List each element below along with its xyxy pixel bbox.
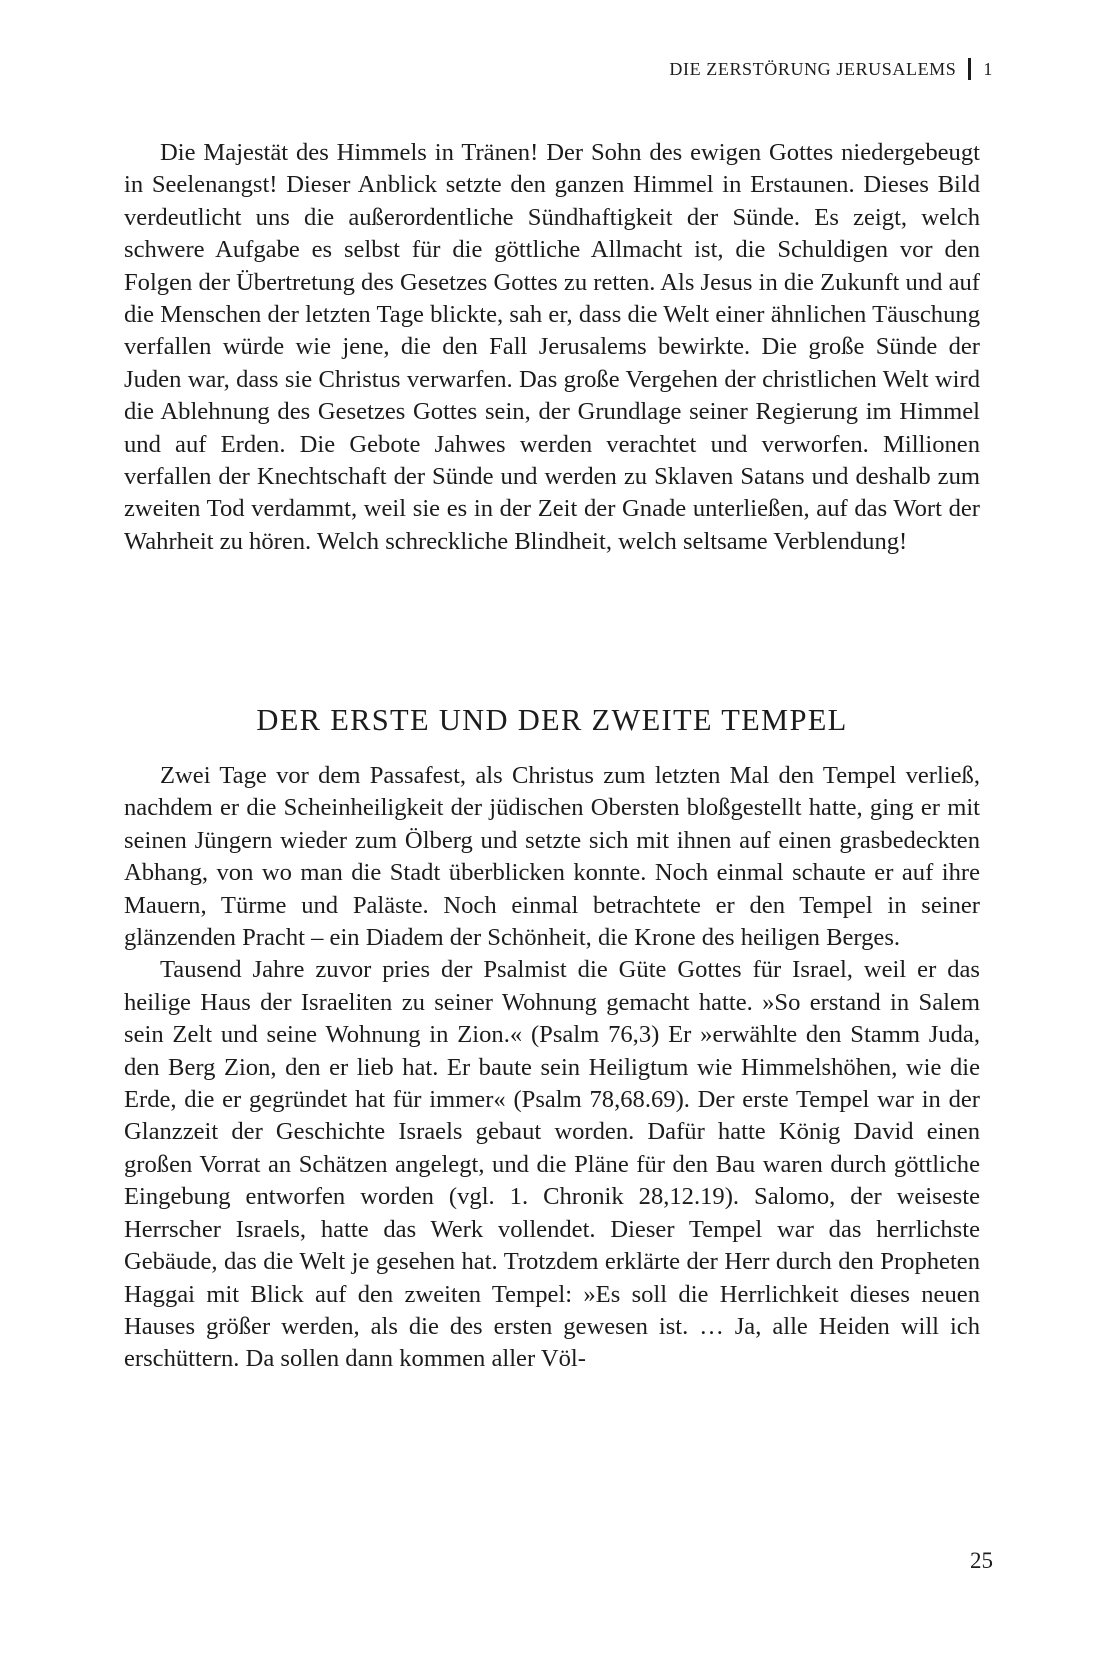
section-heading: DER ERSTE UND DER ZWEITE TEMPEL <box>256 703 848 737</box>
running-header <box>669 58 993 80</box>
running-title: DIE ZERSTÖRUNG JERUSALEMS <box>669 58 957 79</box>
paragraph: Zwei Tage vor dem Passafest, als Christus zum letzten Mal den Tempel verließ, nachdem er die Scheinheiligkeit der jüdischen Obersten bloßgestellt hatte, ging er mit seinen Jüngern wieder zum Ölberg und setzte sich mit ihnen auf einen grasbedeckten Abhang, von wo man die Stadt überblicken konnte. Noch einmal schaute er auf ihre Mauern, Türme und Paläste. Noch einmal betrachtete er den Tempel in seiner glänzenden Pracht – ein Diadem der Schönheit, die Krone des heiligen Berges. <box>124 762 980 952</box>
opening-text <box>124 137 980 558</box>
chapter-number: 1 <box>983 58 993 79</box>
paragraph: Die Majestät des Himmels in Tränen! Der Sohn des ewigen Gottes niedergebeugt in Seelenangst! Dieser Anblick setzte den ganzen Himmel in Erstaunen. Dieses Bild verdeutlicht uns die außerordentliche Sündhaftigkeit der Sünde. Es zeigt, welch schwere Aufgabe es selbst für die göttliche Allmacht ist, die Schuldigen vor den Folgen der Übertretung des Gesetzes Gottes zu retten. Als Jesus in die Zukunft und auf die Menschen der letzten Tage blickte, sah er, dass die Welt einer ähnlichen Täuschung verfallen würde wie jene, die den Fall Jerusalems bewirkte. Die große Sünde der Juden war, dass sie Christus verwarfen. Das große Vergehen der christlichen Welt wird die Ablehnung des Gesetzes Gottes sein, der Grundlage seiner Regierung im Himmel und auf Erden. Die Gebote Jahwes werden verachtet und verworfen. Millionen verfallen der Knechtschaft der Sünde und werden zu Sklaven Satans und deshalb zum zweiten Tod verdammt, weil sie es in der Zeit der Gnade unterließen, auf das Wort der Wahrheit zu hören. Welch schreckliche Blindheit, welch seltsame Verblendung! <box>124 139 980 555</box>
section-text <box>124 760 980 1376</box>
header-divider <box>968 58 971 80</box>
page-number: 25 <box>970 1548 993 1573</box>
paragraph: Tausend Jahre zuvor pries der Psalmist die Güte Gottes für Israel, weil er das heilige Haus der Israeliten zu seiner Wohnung gemacht hatte. »So erstand in Salem sein Zelt und seine Wohnung in Zion.« (Psalm 76,3) Er »erwählte den Stamm Juda, den Berg Zion, den er lieb hat. Er baute sein Heiligtum wie Himmelshöhen, wie die Erde, die er gegründet hat für immer« (Psalm 78,68.69). Der erste Tempel war in der Glanzzeit der Geschichte Israels gebaut worden. Dafür hatte König David einen großen Vorrat an Schätzen angelegt, und die Pläne für den Bau waren durch göttliche Eingebung entworfen worden (vgl. 1. Chronik 28,12.19). Salomo, der weiseste Herrscher Israels, hatte das Werk vollendet. Dieser Tempel war das herrlichste Gebäude, das die Welt je gesehen hat. Trotzdem erklärte der Herr durch den Propheten Haggai mit Blick auf den zweiten Tempel: »Es soll die Herrlichkeit dieses neuen Hauses größer werden, als die des ersten gewesen ist. … Ja, alle Heiden will ich erschüttern. Da sollen dann kommen aller Völ- <box>124 956 980 1373</box>
